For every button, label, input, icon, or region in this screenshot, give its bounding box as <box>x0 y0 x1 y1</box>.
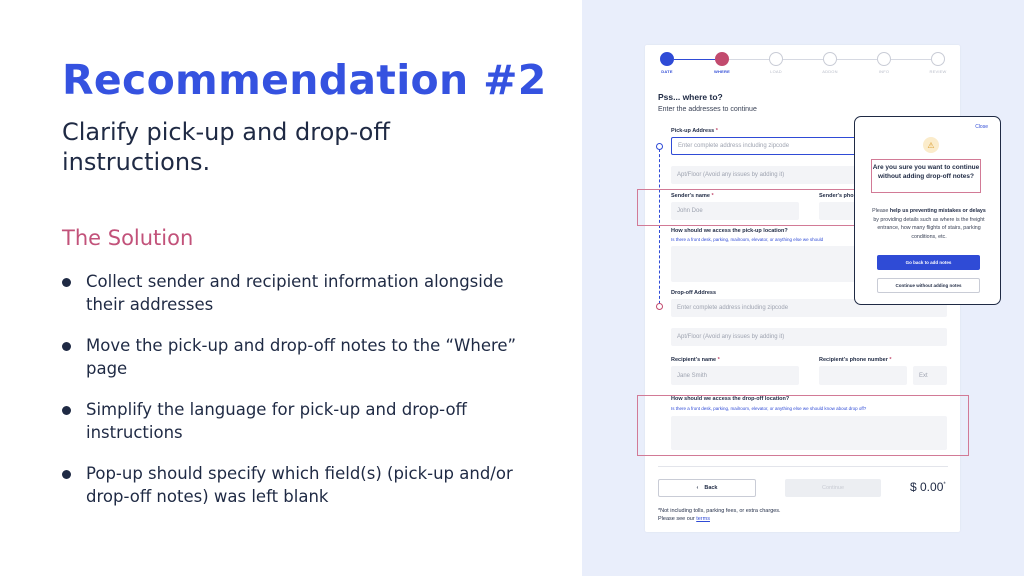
dropoff-address-label: Drop-off Address <box>671 290 717 296</box>
go-back-add-notes-button[interactable]: Go back to add notes <box>877 255 980 270</box>
pickup-access-hint: Is there a front desk, parking, mailroom, elevator, or anything else we should <box>671 237 824 242</box>
step-label-addon: ADDON <box>822 69 838 74</box>
recipient-ext-input[interactable]: Ext <box>913 366 947 385</box>
sender-phone-label: Sender's pho <box>819 193 854 199</box>
continue-without-notes-button[interactable]: Continue without adding notes <box>877 278 980 293</box>
dropoff-marker-icon <box>656 303 663 310</box>
step-label-review: REVIEW <box>929 69 947 74</box>
step-connector <box>783 59 823 60</box>
address-timeline <box>659 149 660 309</box>
pricing-note: *Not including tolls, parking fees, or extra charges. Please see our terms <box>658 508 781 522</box>
step-label-where: WHERE <box>714 69 730 74</box>
step-info-icon[interactable] <box>877 52 891 66</box>
dropoff-notes-highlight <box>637 395 969 456</box>
step-connector <box>729 59 769 60</box>
recipient-phone-label: Recipient's phone number * <box>819 357 892 363</box>
continue-button[interactable]: Continue <box>785 479 881 497</box>
step-date-icon[interactable] <box>660 52 674 66</box>
solution-heading: The Solution <box>62 226 194 250</box>
pickup-apt-input[interactable]: Apt/Floor (Avoid any issues by adding it) <box>671 166 861 184</box>
pickup-access-label: How should we access the pick-up location? <box>671 228 788 234</box>
slide-title: Recommendation #2 <box>62 56 547 104</box>
step-label-info: INFO <box>878 69 890 74</box>
bullet-item: Collect sender and recipient information alongside their addresses <box>62 270 532 316</box>
slide-subtitle: Clarify pick-up and drop-off instructions. <box>62 118 390 176</box>
bullet-dot-icon <box>62 406 71 415</box>
recipient-name-input[interactable]: Jane Smith <box>671 366 799 385</box>
form-subheading: Enter the addresses to continue <box>658 106 757 113</box>
bullet-item: Move the pick-up and drop-off notes to the “Where” page <box>62 334 532 380</box>
bullet-item: Simplify the language for pick-up and drop-off instructions <box>62 398 532 444</box>
chevron-left-icon: ‹ <box>696 485 699 491</box>
step-connector <box>891 59 931 60</box>
pickup-notes-textarea[interactable] <box>671 246 861 282</box>
back-button[interactable]: ‹ Back <box>658 479 756 497</box>
recipient-phone-input[interactable] <box>819 366 907 385</box>
bullet-dot-icon <box>62 342 71 351</box>
progress-stepper <box>645 45 960 85</box>
dropoff-address-input[interactable]: Enter complete address including zipcode <box>671 299 947 317</box>
pickup-marker-icon <box>656 143 663 150</box>
step-review-icon[interactable] <box>931 52 945 66</box>
step-label-load: LOAD <box>770 69 782 74</box>
step-connector <box>674 59 715 60</box>
step-load-icon[interactable] <box>769 52 783 66</box>
dropoff-access-label: How should we access the drop-off location? <box>671 396 790 402</box>
sender-info-highlight <box>637 189 855 226</box>
modal-close-button[interactable]: Close <box>975 124 988 130</box>
step-where-icon[interactable] <box>715 52 729 66</box>
price-total: $ 0.00* <box>910 480 946 494</box>
bullet-item: Pop-up should specify which field(s) (pick-up and/or drop-off notes) was left blank <box>62 462 532 508</box>
dropoff-apt-input[interactable]: Apt/Floor (Avoid any issues by adding it) <box>671 328 947 346</box>
recipient-name-label: Recipient's name * <box>671 357 720 363</box>
terms-link[interactable]: terms <box>696 516 710 522</box>
form-heading: Pss... where to? <box>658 92 723 102</box>
bullet-dot-icon <box>62 278 71 287</box>
pickup-address-input[interactable]: Enter complete address including zipcode <box>671 137 861 155</box>
dropoff-access-hint: Is there a front desk, parking, mailroom, elevator, or anything else we should know about drop off? <box>671 406 867 411</box>
sender-name-input[interactable]: John Doe <box>671 202 799 220</box>
confirm-modal <box>854 116 1001 305</box>
solution-bullet-list <box>62 270 532 526</box>
warning-icon: ⚠ <box>923 137 939 153</box>
sender-name-label: Sender's name * <box>671 193 714 199</box>
modal-title: Are you sure you want to continue without adding drop-off notes? <box>871 159 981 193</box>
bullet-dot-icon <box>62 470 71 479</box>
modal-body: Please help us preventing mistakes or delays by providing details such as where is the freight entrance, how many flights of stairs, parking conditions, etc. <box>872 208 986 240</box>
step-label-date: DATE <box>661 69 673 74</box>
step-addon-icon[interactable] <box>823 52 837 66</box>
pickup-address-label: Pick-up Address * <box>671 128 718 134</box>
step-connector <box>837 59 877 60</box>
footer-divider <box>658 466 948 467</box>
